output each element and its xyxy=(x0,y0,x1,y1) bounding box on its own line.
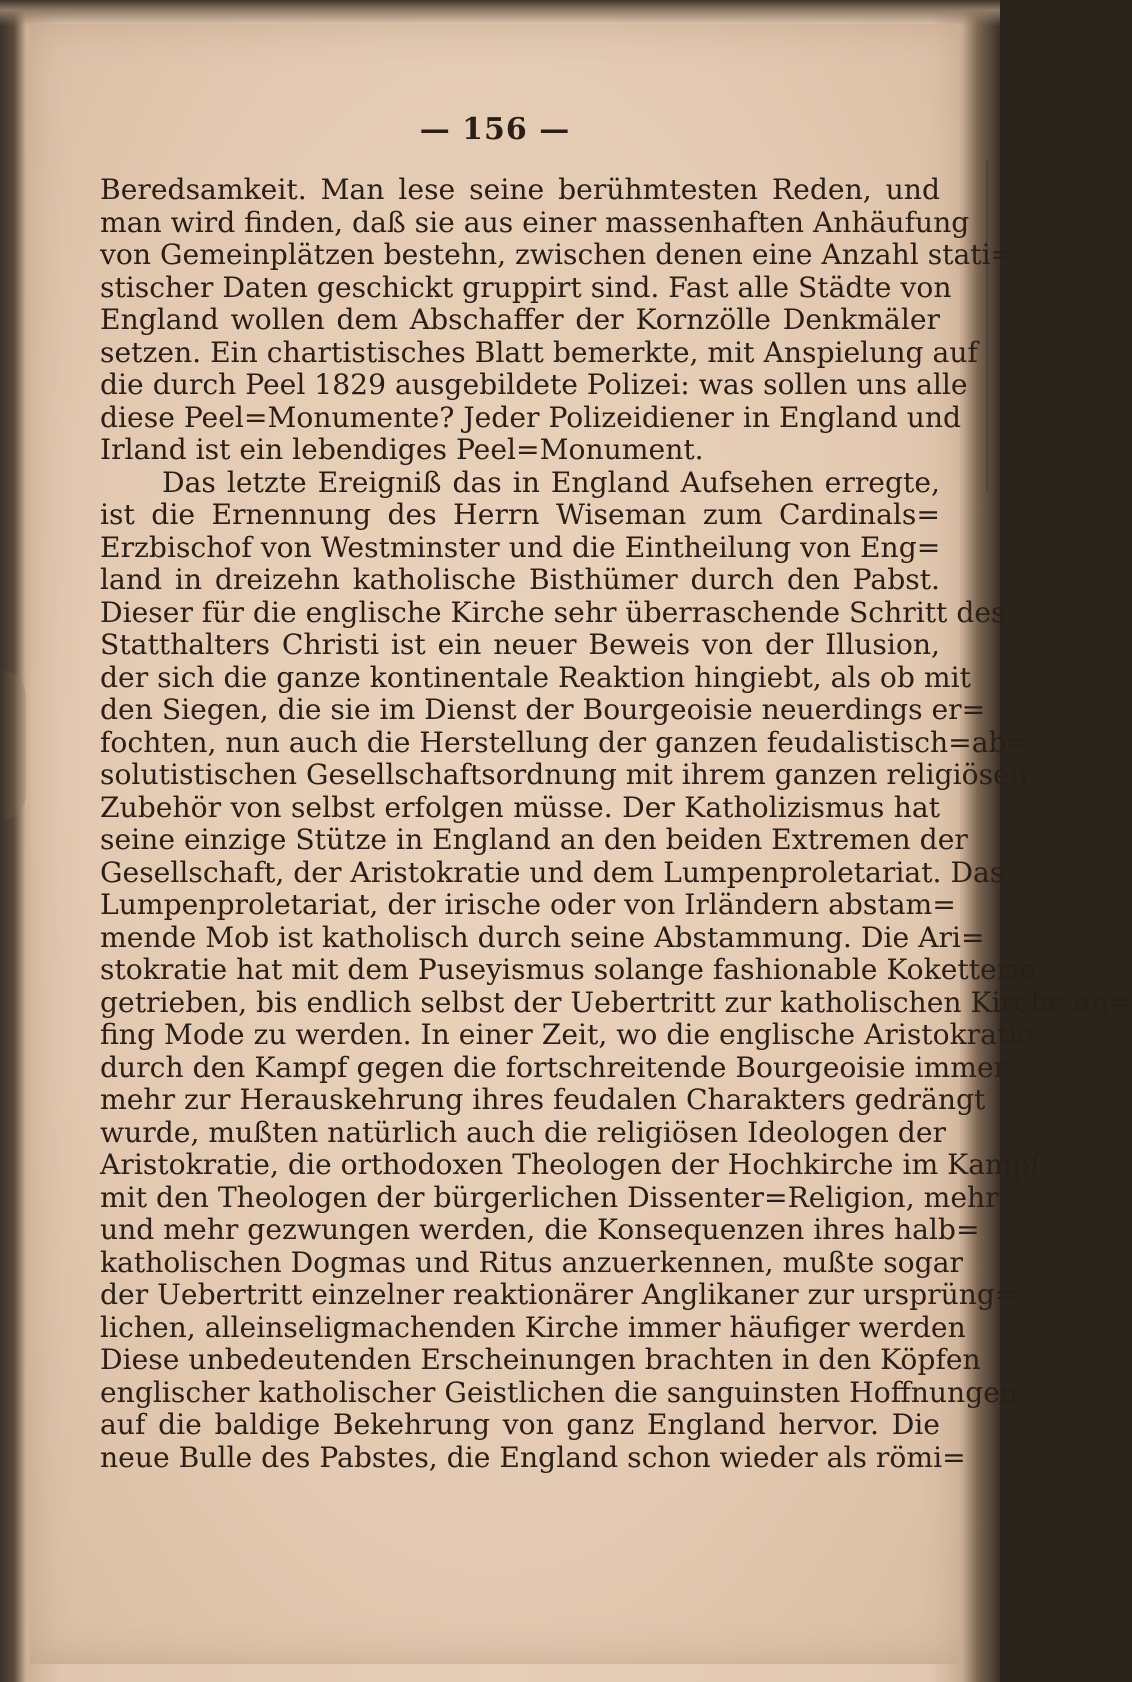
text-line: und mehr gezwungen werden, die Konsequenzen ihres halb= xyxy=(100,1213,980,1246)
text-line: man wird finden, daß sie aus einer massenhaften Anhäufung xyxy=(100,205,970,239)
book-page xyxy=(30,24,1132,1664)
text-line: stischer Daten geschickt gruppirt sind. Fast alle Städte von xyxy=(100,270,952,304)
text-line: solutistischen Gesellschaftsordnung mit ihrem ganzen religiösen xyxy=(100,758,1028,791)
text-line: land in dreizehn katholische Bisthümer durch den Pabst. xyxy=(100,563,940,596)
text-line: setzen. Ein chartistisches Blatt bemerkte, mit Anspielung auf xyxy=(100,335,978,369)
text-line: diese Peel=Monumente? Jeder Polizeidiener in England und xyxy=(100,400,962,434)
text-line: mit den Theologen der bürgerlichen Dissenter=Religion, mehr xyxy=(100,1180,999,1214)
text-line: mehr zur Herauskehrung ihres feudalen Charakters gedrängt xyxy=(100,1083,986,1116)
text-line: den Siegen, die sie im Dienst der Bourgeoisie neuerdings er= xyxy=(100,693,986,726)
text-line: der Uebertritt einzelner reaktionärer Anglikaner zur ursprüng= xyxy=(100,1278,1019,1311)
text-line: fochten, nun auch die Herstellung der ganzen feudalistisch=ab= xyxy=(100,725,1031,759)
text-line: neue Bulle des Pabstes, die England schon wieder als römi= xyxy=(100,1440,966,1474)
text-line: Statthalters Christi ist ein neuer Beweis von der Illusion, xyxy=(100,628,940,661)
text-line: Das letzte Ereigniß das in England Aufsehen erregte, xyxy=(162,465,940,499)
text-line: Aristokratie, die orthodoxen Theologen der Hochkirche im Kampf xyxy=(100,1148,1041,1181)
page-top-shadow xyxy=(0,0,1000,26)
text-line: durch den Kampf gegen die fortschreitende Bourgeoisie immer xyxy=(100,1050,1008,1084)
text-line: die durch Peel 1829 ausgebildete Polizei: was sollen uns alle xyxy=(100,368,968,401)
text-line: ist die Ernennung des Herrn Wiseman zum Cardinals= xyxy=(100,498,940,531)
text-line: Beredsamkeit. Man lese seine berühmtesten Reden, und xyxy=(100,173,940,206)
text-line: getrieben, bis endlich selbst der Uebertritt zur katholischen Kirche an= xyxy=(100,985,1132,1019)
text-line: England wollen dem Abschaffer der Kornzölle Denkmäler xyxy=(100,303,940,336)
text-line: katholischen Dogmas und Ritus anzuerkennen, mußte sogar xyxy=(100,1245,963,1279)
text-line: von Gemeinplätzen bestehn, zwischen denen eine Anzahl stati= xyxy=(100,238,1015,271)
binding-clip-shadow xyxy=(0,670,26,820)
page-number: — 156 — xyxy=(419,112,571,147)
text-line: Irland ist ein lebendiges Peel=Monument. xyxy=(100,433,704,466)
text-line: lichen, alleinseligmachenden Kirche immer häufiger werden xyxy=(100,1310,966,1344)
text-line: Diese unbedeutenden Erscheinungen brachten in den Köpfen xyxy=(100,1343,981,1376)
text-line: seine einzige Stütze in England an den beiden Extremen der xyxy=(100,823,968,856)
text-line: Dieser für die englische Kirche sehr überraschende Schritt des xyxy=(100,595,1006,629)
text-line: stokratie hat mit dem Puseyismus solange fashionable Koketterie xyxy=(100,953,1036,986)
text-line: Erzbischof von Westminster und die Eintheilung von Eng= xyxy=(100,530,941,564)
text-line: Zubehör von selbst erfolgen müsse. Der Katholizismus hat xyxy=(100,790,940,824)
text-line: englischer katholischer Geistlichen die sanguinsten Hoffnungen xyxy=(100,1375,1019,1409)
text-line: mende Mob ist katholisch durch seine Abstammung. Die Ari= xyxy=(100,920,985,954)
text-line: Gesellschaft, der Aristokratie und dem Lumpenproletariat. Das xyxy=(100,855,1005,889)
text-line: der sich die ganze kontinentale Reaktion hingiebt, als ob mit xyxy=(100,660,971,694)
adjacent-page-edge xyxy=(986,160,998,490)
text-line: Lumpenproletariat, der irische oder von Irländern abstam= xyxy=(100,888,956,921)
text-line: auf die baldige Bekehrung von ganz England hervor. Die xyxy=(100,1408,940,1441)
page-body-text xyxy=(100,173,1132,1474)
text-line: fing Mode zu werden. In einer Zeit, wo die englische Aristokratie xyxy=(100,1018,1034,1051)
text-line: wurde, mußten natürlich auch die religiösen Ideologen der xyxy=(100,1115,946,1149)
